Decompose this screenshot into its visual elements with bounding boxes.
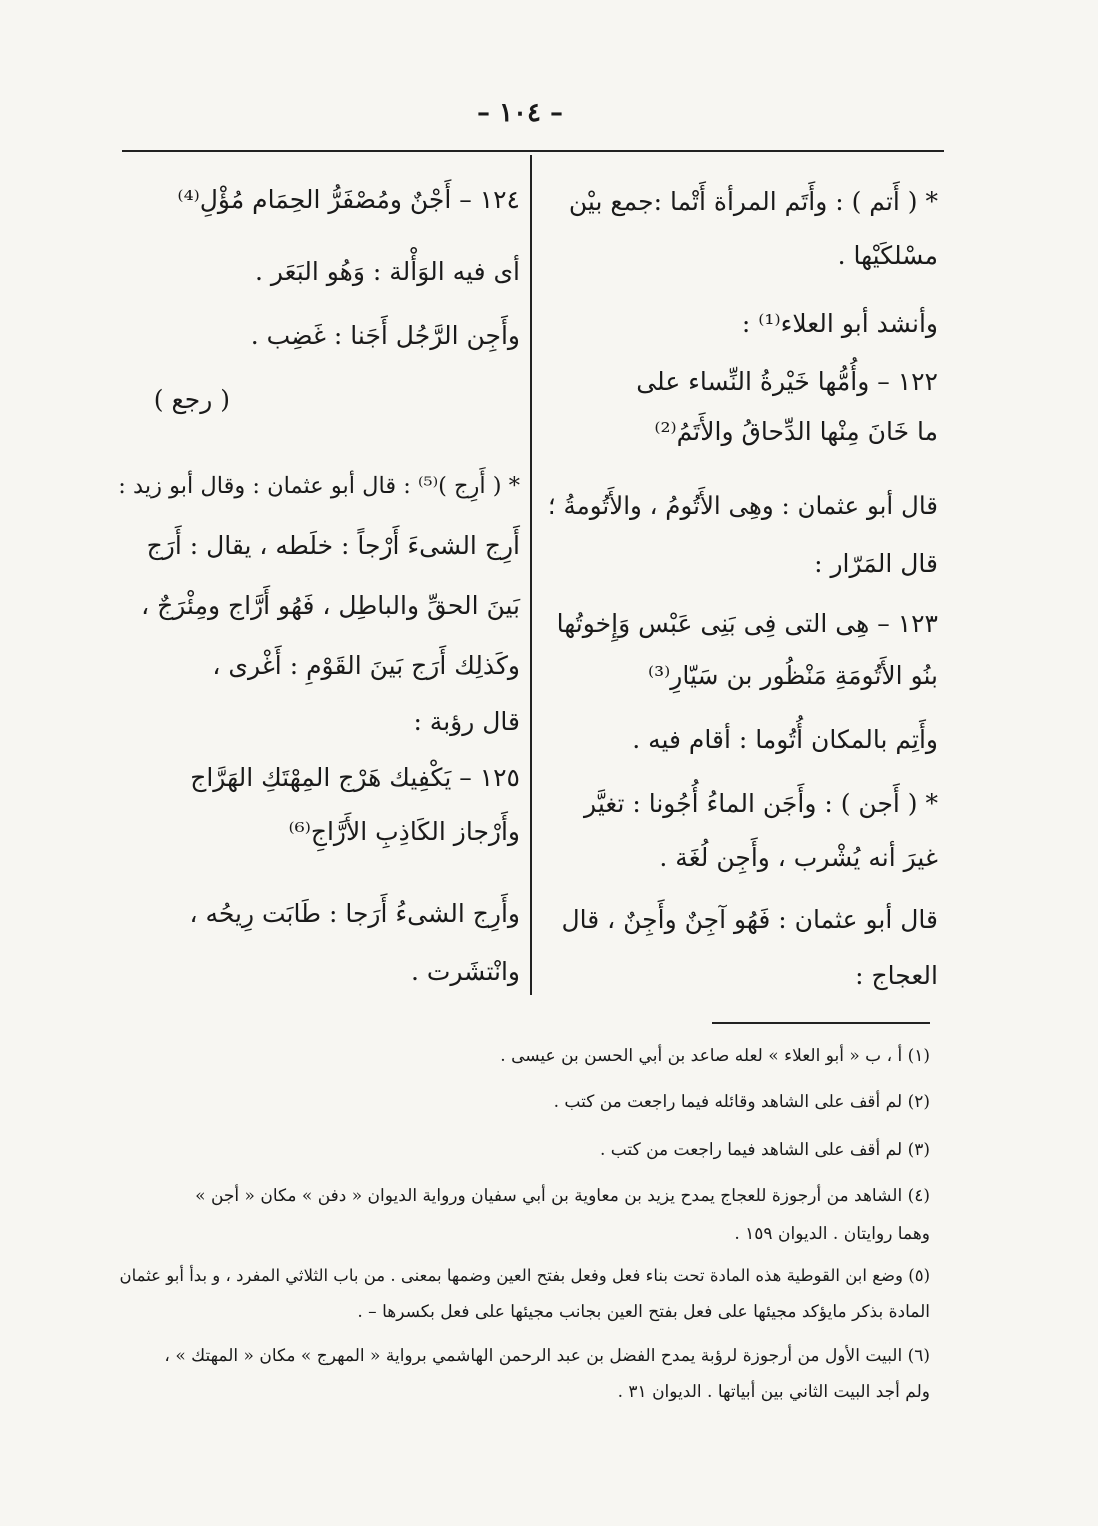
text-line: وأَرِج الشىءُ أَرَجا : طَابَت رِيحُه ، [189, 899, 520, 928]
text-line: وأَتِم بالمكان أُتُوما : أقام فيه . [632, 725, 938, 754]
text-line: وانْتشَرت . [410, 957, 520, 986]
verse-line: ١٢٣ – هِى التى فِى بَنِى عَبْس وَإِخوتُها [556, 609, 938, 638]
footnote-rule [712, 1022, 930, 1024]
text-line: مسْلكَيْها . [837, 241, 938, 270]
footnote: (٦) البيت الأول من أرجوزة لرؤبة يمدح الفضل بن عبد الرحمن الهاشمي برواية « المهرج » مكان « المهتك » ، [164, 1346, 930, 1366]
text-line: قال رؤبة : [413, 707, 520, 736]
verse-line: ما خَانَ مِنْها الدِّحاقُ والأَتَمُ⁽²⁾ [654, 417, 938, 446]
text-line: أَرِج الشىءَ أَرْجاً : خلَطه ، يقال : أَرَج [146, 531, 520, 560]
footnote: (٥) وضع ابن القوطية هذه المادة تحت بناء فعل وفعل بفتح العين وضمها بمعنى . من باب الثلاثي المفرد ، و بدأ أبو عثمان [119, 1266, 930, 1285]
text-line: قال المَرّار : [814, 549, 938, 578]
text-line: أى فيه الوَأْلة : وَهُو البَعَر . [254, 257, 520, 286]
text-line: قال أبو عثمان : وهِى الأَتُومُ ، والأَتُومةُ ؛ [547, 491, 938, 520]
footnote: (٣) لم أقف على الشاهد فيما راجعت من كتب . [599, 1140, 930, 1160]
footnote: (٢) لم أقف على الشاهد وقائله فيما راجعت من كتب . [553, 1092, 930, 1112]
verse-line: ١٢٢ – وأُمُّها خَيْرةُ النِّساء على [636, 367, 938, 396]
footnote: وهما روايتان . الديوان ١٥٩ . [734, 1224, 930, 1244]
section-heading: ( رجع ) [153, 385, 230, 414]
text-line: وأَجِن الرَّجُل أَجَنا : غَضِب . [250, 321, 520, 350]
footnote: ولم أجد البيت الثاني بين أبياتها . الديوان ٣١ . [617, 1382, 930, 1402]
text-line: بَينَ الحقِّ والباطِل ، فَهُو أَرَّاج ومِئْرَجٌ ، [141, 591, 520, 620]
text-line: غيرَ أنه يُشْرب ، وأَجِن لُغَة . [659, 843, 938, 872]
column-divider [530, 155, 532, 995]
text-line: وأنشد أبو العلاء⁽¹⁾ : [741, 309, 938, 338]
footnote: المادة بذكر مايؤكد مجيئها على فعل بفتح العين بجانب مجيئها على فعل بكسرها – . [357, 1302, 930, 1322]
text-line: * ( أَرِج )⁽⁵⁾ : قال أبو عثمان : وقال أبو زيد : [118, 473, 520, 499]
verse-line: ١٢٥ – يَكْفِيك هَرْج المِهْتَكِ الهَرَّاج [190, 763, 520, 792]
footnote: (١) أ ، ب « أبو العلاء » لعله صاعد بن أبي الحسن بن عيسى . [500, 1046, 930, 1066]
text-line: وكَذلِك أَرَج بَينَ القَوْمِ : أَغْرى ، [212, 651, 520, 680]
verse-line: بنُو الأَتُومَةِ مَنْظُور بن سَيّارِ⁽³⁾ [648, 661, 938, 690]
verse-line: ١٢٤ – أَجْنٌ ومُصْفَرُّ الحِمَام مُؤْلِ⁽⁴⁾ [177, 185, 520, 214]
text-line: العجاج : [855, 961, 938, 990]
text-line: قال أبو عثمان : فَهُو آجِنٌ وأَجِنٌ ، قال [561, 905, 938, 934]
text-line: * ( أَجن ) : وأَجَن الماءُ أُجُونا : تغيَّر [584, 789, 938, 818]
page-number: – ١٠٤ – [476, 98, 564, 128]
header-rule [122, 150, 944, 152]
footnote: (٤) الشاهد من أرجوزة للعجاج يمدح يزيد بن معاوية بن أبي سفيان ورواية الديوان « دفن » مكان « أجن » [195, 1186, 930, 1206]
text-line: * ( أَتم ) : وأَتَم المرأة أَتْما :جمع بيْن [568, 187, 938, 216]
verse-line: وأَرْجاز الكَاذِبِ الأَرَّاجِ⁽⁶⁾ [288, 817, 520, 846]
